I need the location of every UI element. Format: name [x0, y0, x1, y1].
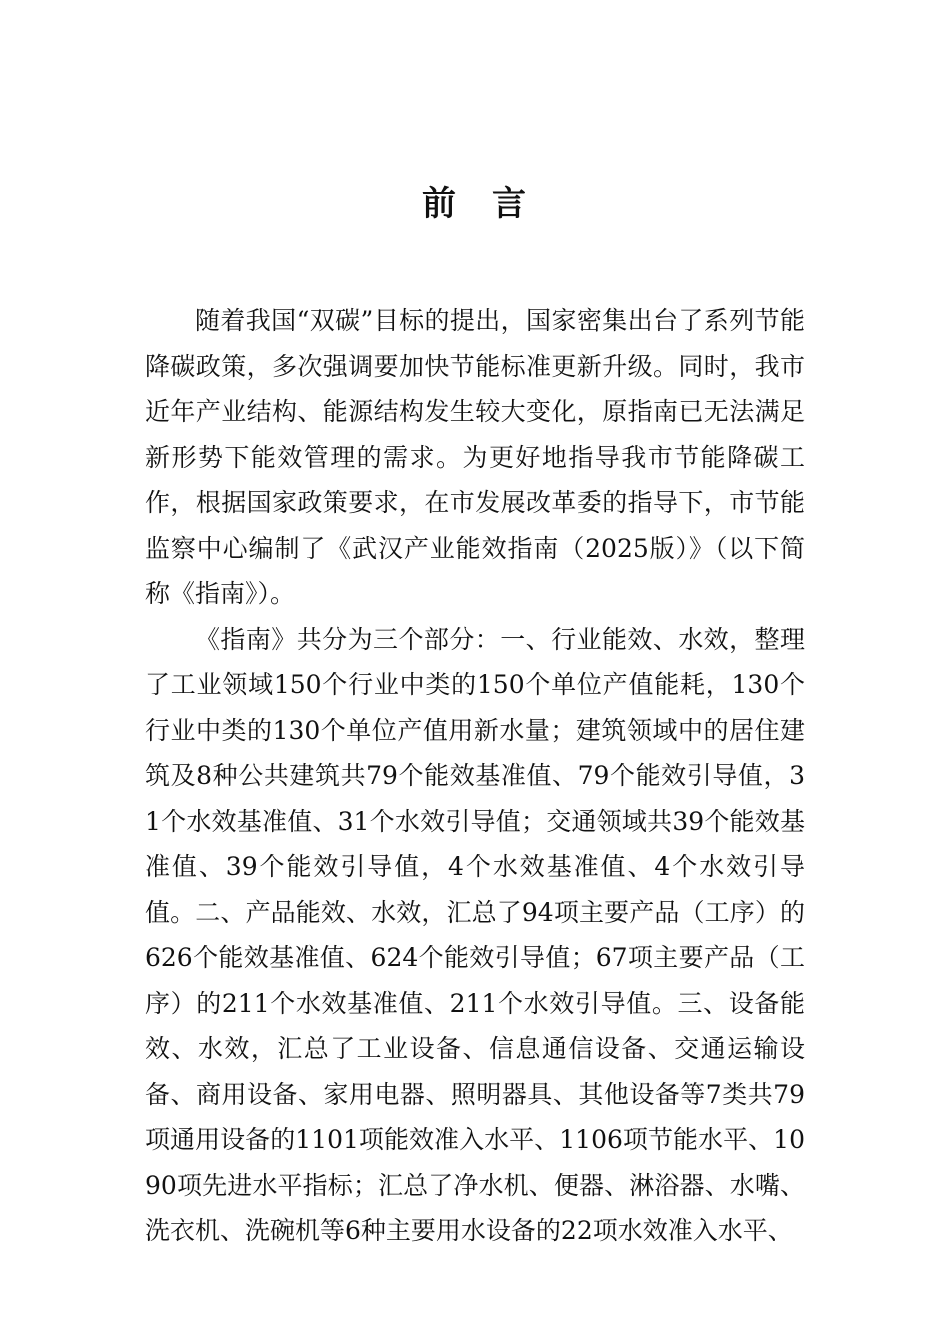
paragraph-2: 《指南》共分为三个部分：一、行业能效、水效，整理了工业领域150个行业中类的150个单位产值能耗，130个行业中类的130个单位产值用新水量；建筑领域中的居住建筑及8种公共建筑共79个能效基准值、79个能效引导值，31个水效基准值、31个水效引导值；交通领域共39个能效基准值、39个能效引导值，4个水效基准值、4个水效引导值。二、产品能效、水效，汇总了94项主要产品（工序）的626个能效基准值、624个能效引导值；67项主要产品（工序）的211个水效基准值、211个水效引导值。三、设备能效、水效，汇总了工业设备、信息通信设备、交通运输设备、商用设备、家用电器、照明器具、其他设备等7类共79项通用设备的1101项能效准入水平、1106项节能水平、1090项先进水平指标；汇总了净水机、便器、淋浴器、水嘴、洗衣机、洗碗机等6种主要用水设备的22项水效准入水平、	[145, 624, 805, 1245]
page-title	[0, 180, 950, 228]
paragraph-1: 随着我国“双碳”目标的提出，国家密集出台了系列节能降碳政策，多次强调要加快节能标准更新升级。同时，我市近年产业结构、能源结构发生较大变化，原指南已无法满足新形势下能效管理的需求。为更好地指导我市节能降碳工作，根据国家政策要求，在市发展改革委的指导下，市节能监察中心编制了《武汉产业能效指南（2025版）》（以下简称《指南》）。	[145, 306, 805, 608]
preface-body	[145, 298, 805, 1254]
title-char-2: 言	[492, 184, 528, 224]
title-char-1: 前	[422, 184, 458, 224]
